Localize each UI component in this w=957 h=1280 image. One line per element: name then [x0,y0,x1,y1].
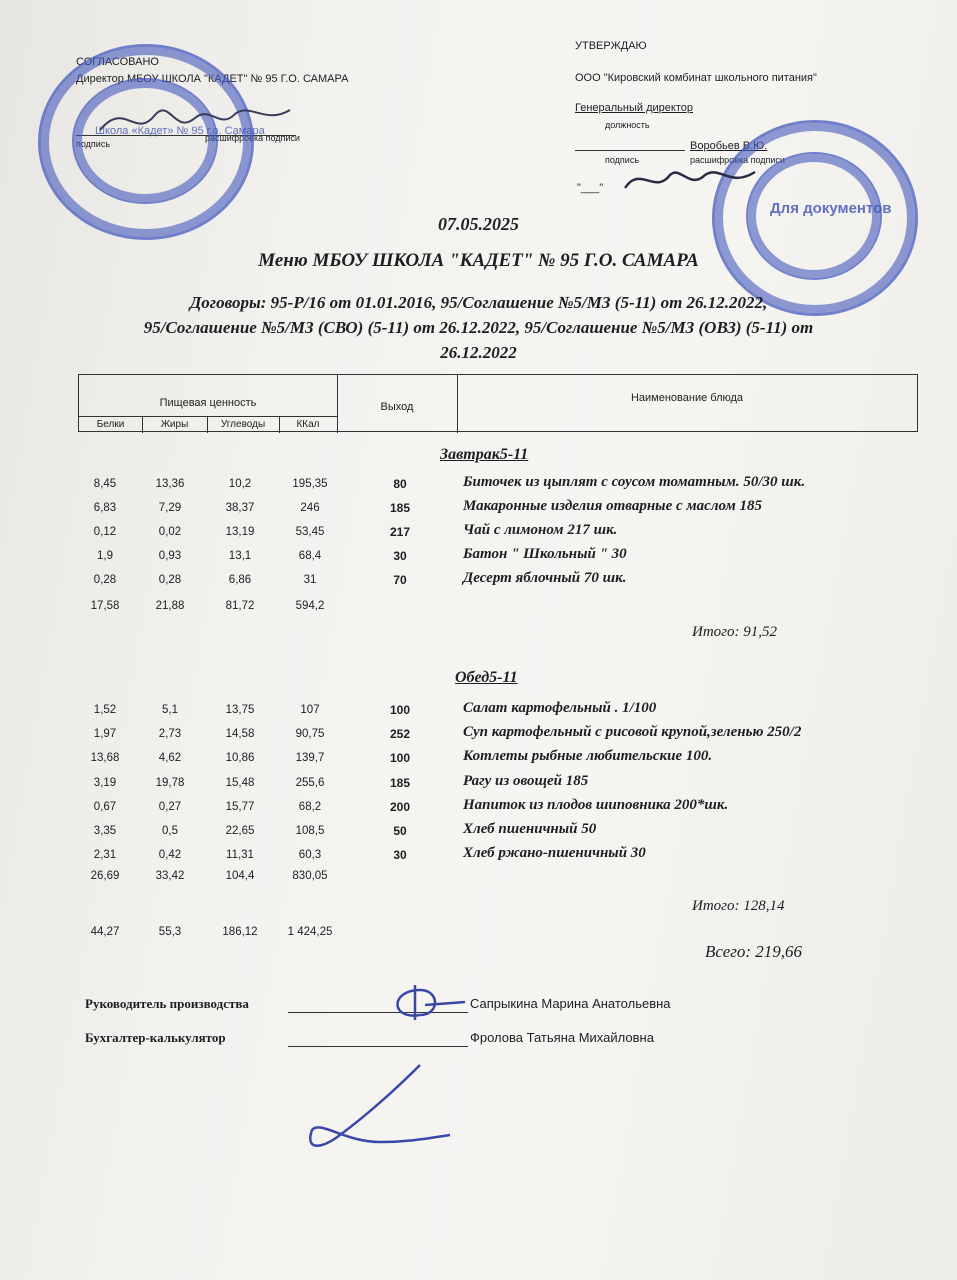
sum-value: 26,69 [90,870,120,882]
contracts-line-1: Договоры: 95-Р/16 от 01.01.2016, 95/Соглашение №5/МЗ (5-11) от 26.12.2022, [189,293,768,312]
nutrition-value: 2,73 [158,728,182,741]
nutrition-value: 2,31 [93,849,117,862]
header-col-kcal: ККал [296,419,320,430]
sum-value: 186,12 [222,926,258,938]
nutrition-value: 1,52 [93,704,117,716]
dish-name: Напиток из плодов шиповника 200*шк. [463,796,729,813]
nutrition-value: 0,93 [158,550,182,562]
nutrition-value: 13,36 [155,478,185,490]
role-label: должность [605,120,650,130]
contracts-line-3: 26.12.2022 [440,343,517,362]
nutrition-value: 14,58 [225,728,255,741]
approve-heading: УТВЕРЖДАЮ [575,40,647,52]
nutrition-value: 7,29 [158,502,182,514]
dish-name: Батон " Школьный " 30 [463,546,627,562]
nutrition-value: 13,68 [90,752,120,765]
sum-value: 594,2 [295,600,325,612]
nutrition-value: 10,2 [228,478,252,490]
dish-name: Хлеб пшеничный 50 [463,821,597,837]
school-stamp-text: Школа «Кадет» № 95 г.о. Самара [95,125,265,137]
nutrition-value: 60,3 [298,849,322,862]
output-value: 30 [393,848,407,863]
dish-name: Десерт яблочный 70 шк. [463,570,627,586]
lunch-title: Обед5-11 [455,669,518,686]
approve-role: Генеральный директор [575,102,693,114]
nutrition-value: 0,12 [93,526,117,538]
header-col-fats: Жиры [160,419,189,430]
output-value: 100 [389,703,411,717]
sum-value: 830,05 [292,870,328,882]
document-date: 07.05.2025 [438,214,519,234]
sum-value: 55,3 [158,926,182,938]
dish-name: Чай с лимоном 217 шк. [463,522,618,538]
nutrition-value: 5,1 [162,704,178,716]
production-signature [380,980,470,1030]
dish-name: Салат картофельный . 1/100 [463,700,657,716]
signature-name-production: Сапрыкина Марина Анатольевна [470,996,671,1011]
output-value: 80 [393,477,407,491]
breakfast-title: Завтрак5-11 [440,446,529,463]
nutrition-value: 22,65 [225,825,255,837]
output-value: 185 [389,775,411,790]
breakfast-total: Итого: 91,52 [692,624,778,640]
nutrition-value: 68,2 [298,800,322,813]
dish-name: Хлеб ржано-пшеничный 30 [463,845,646,862]
nutrition-value: 13,19 [225,526,255,538]
signature-label-accountant: Бухгалтер-калькулятор [85,1030,226,1045]
output-value: 185 [389,501,411,515]
accountant-signature [300,1060,460,1160]
decode-label: расшифровка подписи [205,133,300,143]
grand-total: Всего: 219,66 [705,942,803,961]
dish-name: Суп картофельный с рисовой крупой,зеленью 250/2 [463,724,802,741]
sum-value: 81,72 [225,600,255,612]
nutrition-value: 31 [303,574,317,586]
nutrition-value: 19,78 [155,776,185,789]
nutrition-value: 108,5 [295,825,325,837]
signature-label: подпись [76,139,111,149]
approve-decode-label: расшифровка подписи [690,155,785,165]
nutrition-value: 139,7 [295,752,325,765]
nutrition-value: 4,62 [158,752,182,765]
nutrition-value: 68,4 [298,550,322,562]
nutrition-value: 195,35 [292,478,328,490]
sum-value: 33,42 [155,870,185,882]
dish-name: Котлеты рыбные любительские 100. [463,748,713,765]
output-value: 100 [389,751,411,766]
nutrition-value: 6,83 [93,502,117,514]
nutrition-value: 15,77 [225,800,255,813]
nutrition-value: 255,6 [295,776,325,789]
nutrition-value: 11,31 [226,849,254,862]
nutrition-value: 13,75 [225,704,255,716]
nutrition-value: 0,28 [93,574,117,586]
header-col-carbs: Углеводы [220,419,266,430]
output-value: 252 [389,727,411,742]
header-output: Выход [380,401,414,413]
dish-name: Рагу из овощей 185 [463,772,589,789]
nutrition-value: 0,02 [158,526,182,538]
sum-value: 1 424,25 [287,926,333,938]
nutrition-value: 0,28 [158,574,182,586]
output-value: 70 [393,573,407,587]
output-value: 217 [389,525,411,539]
agreed-role: Директор МБОУ ШКОЛА "КАДЕТ" № 95 Г.О. САМАРА [76,73,349,85]
nutrition-value: 13,1 [228,550,252,562]
contracts-line-2: 95/Соглашение №5/МЗ (СВО) (5-11) от 26.12.2022, 95/Соглашение №5/МЗ (ОВЗ) (5-11) от [143,318,814,337]
nutrition-value: 0,27 [158,800,182,813]
nutrition-value: 90,75 [295,728,325,741]
nutrition-value: 8,45 [93,478,117,490]
table-header [78,374,918,432]
output-value: 200 [389,799,411,814]
date-prefix: "___" [577,182,604,194]
nutrition-value: 15,48 [225,776,255,789]
sum-value: 21,88 [155,600,185,612]
nutrition-value: 3,35 [93,825,117,837]
company-signature [620,160,760,200]
nutrition-value: 6,86 [228,574,252,586]
nutrition-value: 10,86 [225,752,255,765]
output-value: 50 [393,824,407,838]
nutrition-value: 0,67 [93,800,117,813]
output-value: 30 [393,549,407,563]
sum-value: 104,4 [225,870,255,882]
header-dish: Наименование блюда [630,392,744,404]
nutrition-value: 38,37 [225,502,255,514]
nutrition-value: 246 [300,502,320,514]
nutrition-value: 0,5 [162,825,178,837]
approve-org: ООО "Кировский комбинат школьного питания" [575,72,817,84]
company-stamp-text: Для документов [770,200,892,217]
sum-value: 44,27 [90,926,120,938]
nutrition-value: 107 [300,704,320,716]
approve-name: Воробьев В.Ю. [690,140,768,152]
signature-name-accountant: Фролова Татьяна Михайловна [470,1030,654,1045]
nutrition-value: 0,42 [158,849,182,862]
director-signature [95,90,295,150]
nutrition-value: 53,45 [295,526,325,538]
sum-value: 17,58 [90,600,120,612]
signature-label-production: Руководитель производства [85,996,249,1011]
document-title: Меню МБОУ ШКОЛА "КАДЕТ" № 95 Г.О. САМАРА [258,250,699,271]
dish-name: Биточек из цыплят с соусом томатным. 50/30 шк. [463,474,806,490]
nutrition-value: 1,97 [93,728,117,741]
approve-signature-label: подпись [605,155,640,165]
nutrition-value: 3,19 [93,776,117,789]
header-col-proteins: Белки [96,419,125,430]
lunch-total: Итого: 128,14 [692,898,785,914]
header-nutrition: Пищевая ценность [159,397,257,409]
dish-name: Макаронные изделия отварные с маслом 185 [463,498,762,514]
nutrition-value: 1,9 [97,550,113,562]
agreed-heading: СОГЛАСОВАНО [76,56,159,68]
